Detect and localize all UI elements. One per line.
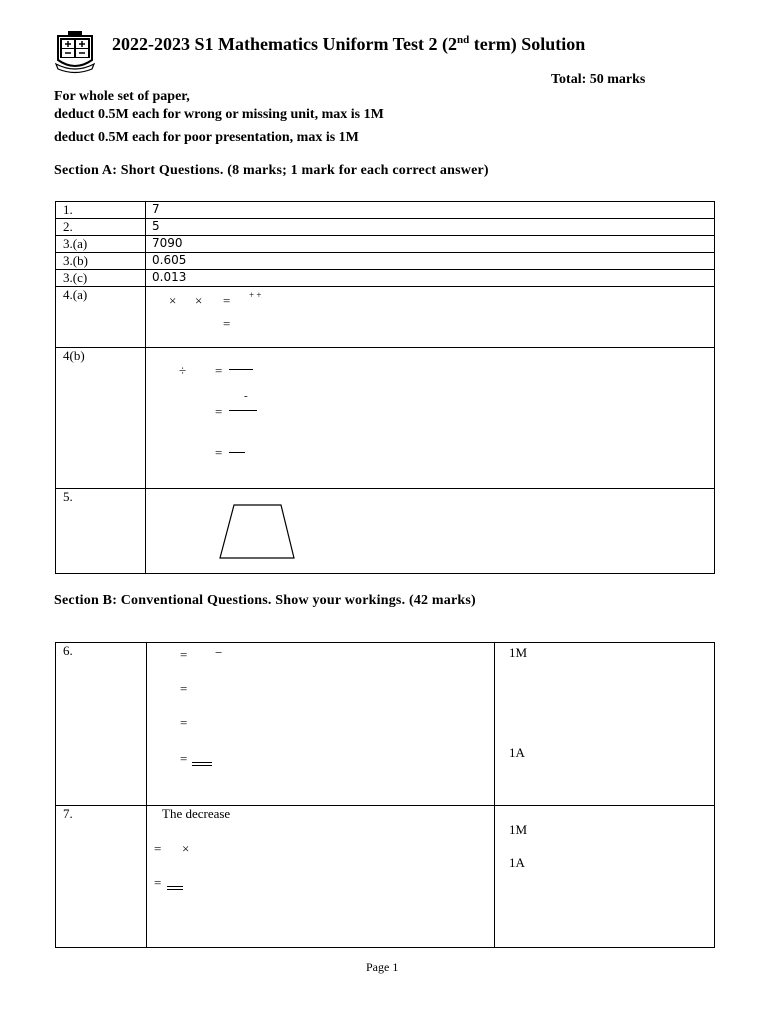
section-a-table — [55, 201, 715, 574]
equals-symbol: = — [223, 293, 231, 308]
trapezium-figure — [153, 489, 303, 569]
note-line-1: For whole set of paper, — [54, 89, 190, 104]
answer-cell — [146, 489, 715, 574]
table-row — [56, 236, 715, 253]
table-row — [56, 489, 715, 574]
times-symbol: × — [169, 293, 177, 308]
mark-label: 1A — [509, 855, 525, 870]
times-symbol: × — [182, 841, 190, 856]
double-underline — [192, 762, 212, 763]
table-row — [56, 270, 715, 287]
answer-cell: 0.013 — [146, 270, 715, 287]
fraction-bar — [229, 452, 245, 453]
equals-symbol: = — [215, 363, 223, 378]
page-number: Page 1 — [366, 960, 399, 974]
mark-label: 1M — [509, 645, 528, 660]
question-number: 2. — [56, 219, 146, 236]
minus-symbol: − — [215, 645, 223, 660]
equals-symbol: = — [180, 647, 188, 662]
table-row — [56, 643, 715, 806]
equals-symbol: = — [215, 445, 223, 460]
fraction-bar — [229, 369, 253, 370]
double-underline — [192, 765, 212, 766]
question-number: 4.(a) — [56, 287, 146, 348]
working-cell — [147, 806, 495, 948]
table-row — [56, 202, 715, 219]
section-a-heading: Section A: Short Questions. (8 marks; 1 mark for each correct answer) — [54, 163, 489, 178]
question-number: 3.(c) — [56, 270, 146, 287]
question-number: 3.(a) — [56, 236, 146, 253]
answer-cell: 7 — [146, 202, 715, 219]
table-row — [56, 806, 715, 948]
working-text: The decrease — [162, 806, 231, 821]
section-b-heading: Section B: Conventional Questions. Show your workings. (42 marks) — [54, 593, 476, 608]
equals-symbol: = — [180, 681, 188, 696]
question-number: 3.(b) — [56, 253, 146, 270]
table-row — [56, 219, 715, 236]
divide-symbol: ÷ — [179, 363, 187, 378]
equals-symbol: = — [180, 715, 188, 730]
mark-label: 1M — [509, 822, 528, 837]
equals-symbol: = — [180, 751, 188, 766]
equals-symbol: = — [215, 404, 223, 419]
page-title: 2022-2023 S1 Mathematics Uniform Test 2 (2nd term) Solution — [112, 34, 586, 54]
minus-symbol: - — [244, 390, 248, 402]
answer-cell: 0.605 — [146, 253, 715, 270]
fraction-bar — [229, 410, 257, 411]
double-underline — [167, 889, 183, 890]
answer-cell — [146, 348, 715, 489]
question-number: 6. — [56, 643, 147, 806]
school-crest-logo — [54, 30, 96, 74]
table-row — [56, 348, 715, 489]
answer-cell — [146, 287, 715, 348]
mark-label: 1A — [509, 745, 525, 760]
answer-cell: 7090 — [146, 236, 715, 253]
marks-cell — [495, 806, 715, 948]
plus-symbols: + + — [249, 290, 262, 300]
working-cell — [147, 643, 495, 806]
section-b-table — [55, 642, 715, 948]
question-number: 7. — [56, 806, 147, 948]
note-line-3: deduct 0.5M each for poor presentation, max is 1M — [54, 130, 359, 145]
answer-cell: 5 — [146, 219, 715, 236]
times-symbol: × — [195, 293, 203, 308]
equals-symbol: = — [223, 316, 231, 331]
question-number: 1. — [56, 202, 146, 219]
double-underline — [167, 886, 183, 887]
marks-cell — [495, 643, 715, 806]
equals-symbol: = — [154, 841, 162, 856]
question-number: 5. — [56, 489, 146, 574]
equals-symbol: = — [154, 875, 162, 890]
table-row — [56, 253, 715, 270]
note-line-2: deduct 0.5M each for wrong or missing unit, max is 1M — [54, 107, 384, 122]
table-row — [56, 287, 715, 348]
question-number: 4(b) — [56, 348, 146, 489]
total-marks: Total: 50 marks — [551, 72, 646, 87]
